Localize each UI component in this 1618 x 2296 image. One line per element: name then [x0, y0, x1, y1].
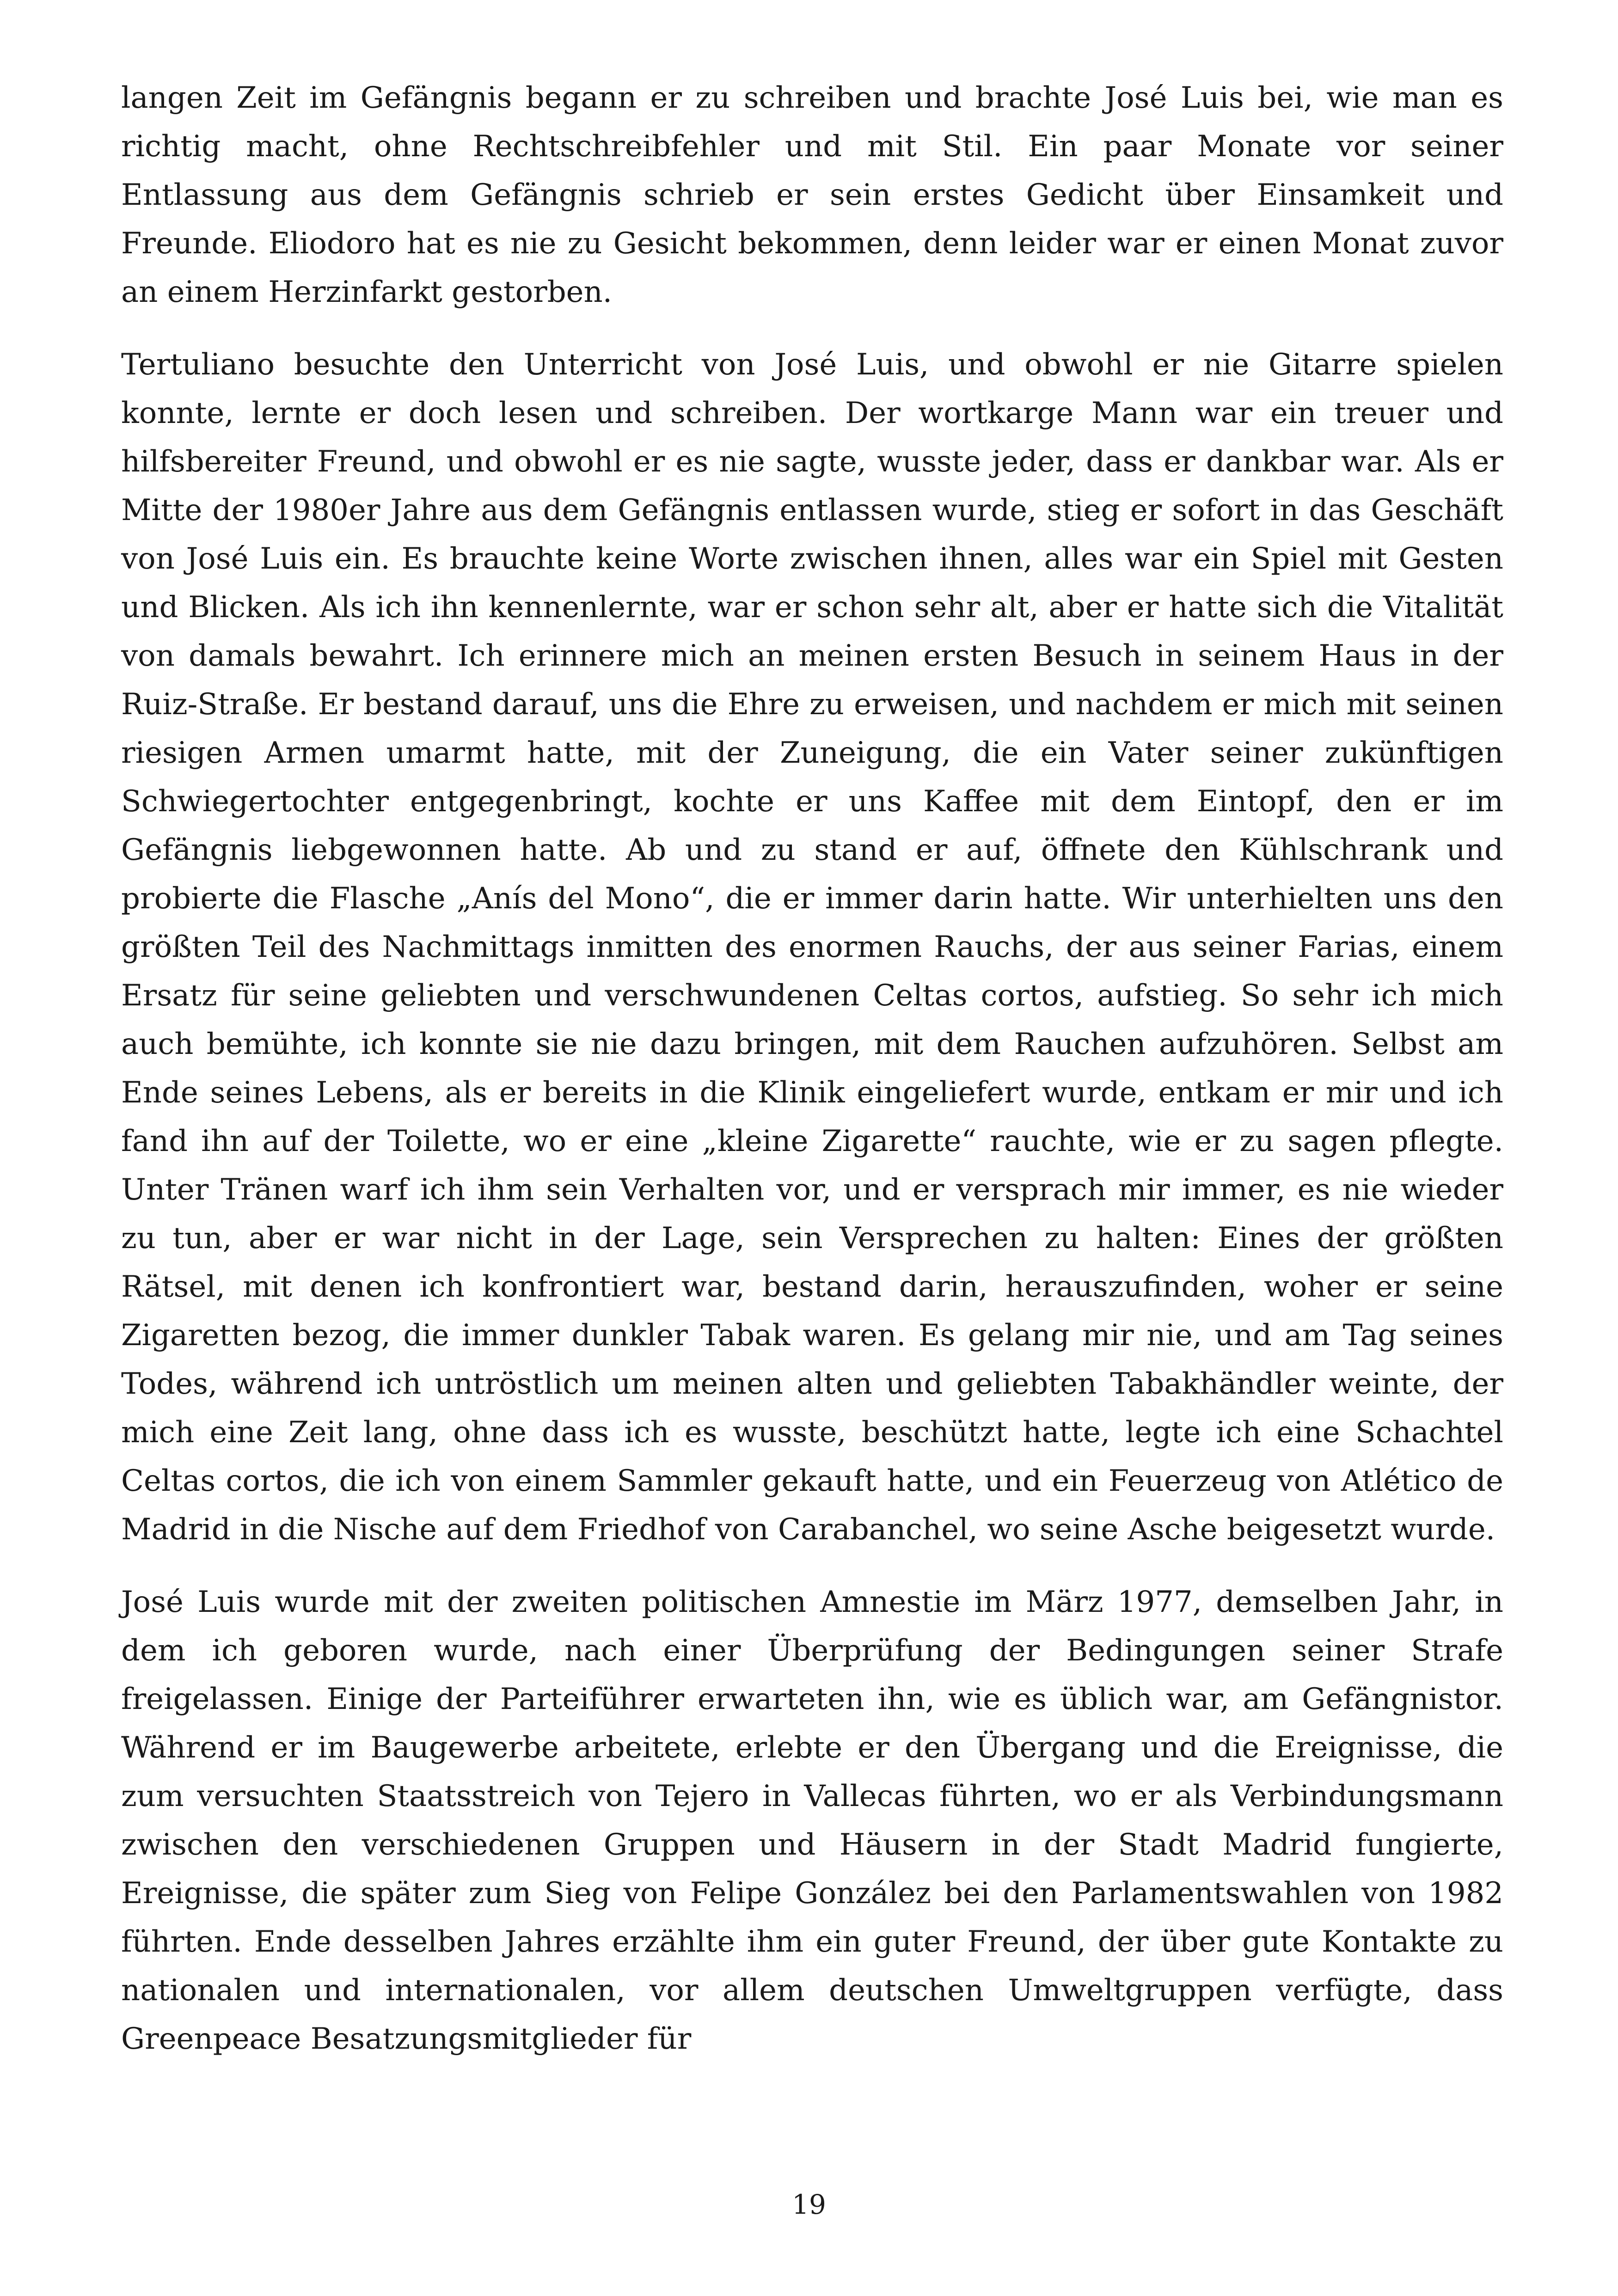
paragraph-1: langen Zeit im Gefängnis begann er zu schreiben und brachte José Luis bei, wie man es richtig macht, ohne Rechtschreibfehler und mit Stil. Ein paar Monate vor seiner Entlassung aus dem Gefängnis schrieb er sein erstes Gedicht über Einsamkeit und Freunde. Eliodoro hat es nie zu Gesicht bekommen, denn leider war er einen Monat zuvor an einem Herzinfarkt gestorben.	[121, 81, 1503, 309]
page-number: 19	[792, 2189, 826, 2220]
paragraph-2: Tertuliano besuchte den Unterricht von José Luis, und obwohl er nie Gitarre spielen konnte, lernte er doch lesen und schreiben. Der wortkarge Mann war ein treuer und hilfsbereiter Freund, und obwohl er es nie sagte, wusste jeder, dass er dankbar war. Als er Mitte der 1980er Jahre aus dem Gefängnis entlassen wurde, stieg er sofort in das Geschäft von José Luis ein. Es brauchte keine Worte zwischen ihnen, alles war ein Spiel mit Gesten und Blicken. Als ich ihn kennenlernte, war er schon sehr alt, aber er hatte sich die Vitalität von damals bewahrt. Ich erinnere mich an meinen ersten Besuch in seinem Haus in der Ruiz-Straße. Er bestand darauf, uns die Ehre zu erweisen, und nachdem er mich mit seinen riesigen Armen umarmt hatte, mit der Zuneigung, die ein Vater seiner zukünftigen Schwiegertochter entgegenbringt, kochte er uns Kaffee mit dem Eintopf, den er im Gefängnis liebgewonnen hatte. Ab und zu stand er auf, öffnete den Kühlschrank und probierte die Flasche „Anís del Mono“, die er immer darin hatte. Wir unterhielten uns den größten Teil des Nachmittags inmitten des enormen Rauchs, der aus seiner Farias, einem Ersatz für seine geliebten und verschwundenen Celtas cortos, aufstieg. So sehr ich mich auch bemühte, ich konnte sie nie dazu bringen, mit dem Rauchen aufzuhören. Selbst am Ende seines Lebens, als er bereits in die Klinik eingeliefert wurde, entkam er mir und ich fand ihn auf der Toilette, wo er eine „kleine Zigarette“ rauchte, wie er zu sagen pflegte. Unter Tränen warf ich ihm sein Verhalten vor, und er versprach mir immer, es nie wieder zu tun, aber er war nicht in der Lage, sein Versprechen zu halten: Eines der größten Rätsel, mit denen ich konfrontiert war, bestand darin, herauszufinden, woher er seine Zigaretten bezog, die immer dunkler Tabak waren. Es gelang mir nie, und am Tag seines Todes, während ich untröstlich um meinen alten und geliebten Tabakhändler weinte, der mich eine Zeit lang, ohne dass ich es wusste, beschützt hatte, legte ich eine Schachtel Celtas cortos, die ich von einem Sammler gekauft hatte, und ein Feuerzeug von Atlético de Madrid in die Nische auf dem Friedhof von Carabanchel, wo seine Asche beigesetzt wurde.	[121, 348, 1503, 1547]
paragraph-3: José Luis wurde mit der zweiten politischen Amnestie im März 1977, demselben Jahr, in dem ich geboren wurde, nach einer Überprüfung der Bedingungen seiner Strafe freigelassen. Einige der Parteiführer erwarteten ihn, wie es üblich war, am Gefängnistor. Während er im Baugewerbe arbeitete, erlebte er den Übergang und die Ereignisse, die zum versuchten Staatsstreich von Tejero in Vallecas führten, wo er als Verbindungsmann zwischen den verschiedenen Gruppen und Häusern in der Stadt Madrid fungierte, Ereignisse, die später zum Sieg von Felipe González bei den Parlamentswahlen von 1982 führten. Ende desselben Jahres erzählte ihm ein guter Freund, der über gute Kontakte zu nationalen und internationalen, vor allem deutschen Umweltgruppen verfügte, dass Greenpeace Besatzungsmitglieder für	[121, 1585, 1503, 2056]
body-text	[121, 74, 1503, 2088]
